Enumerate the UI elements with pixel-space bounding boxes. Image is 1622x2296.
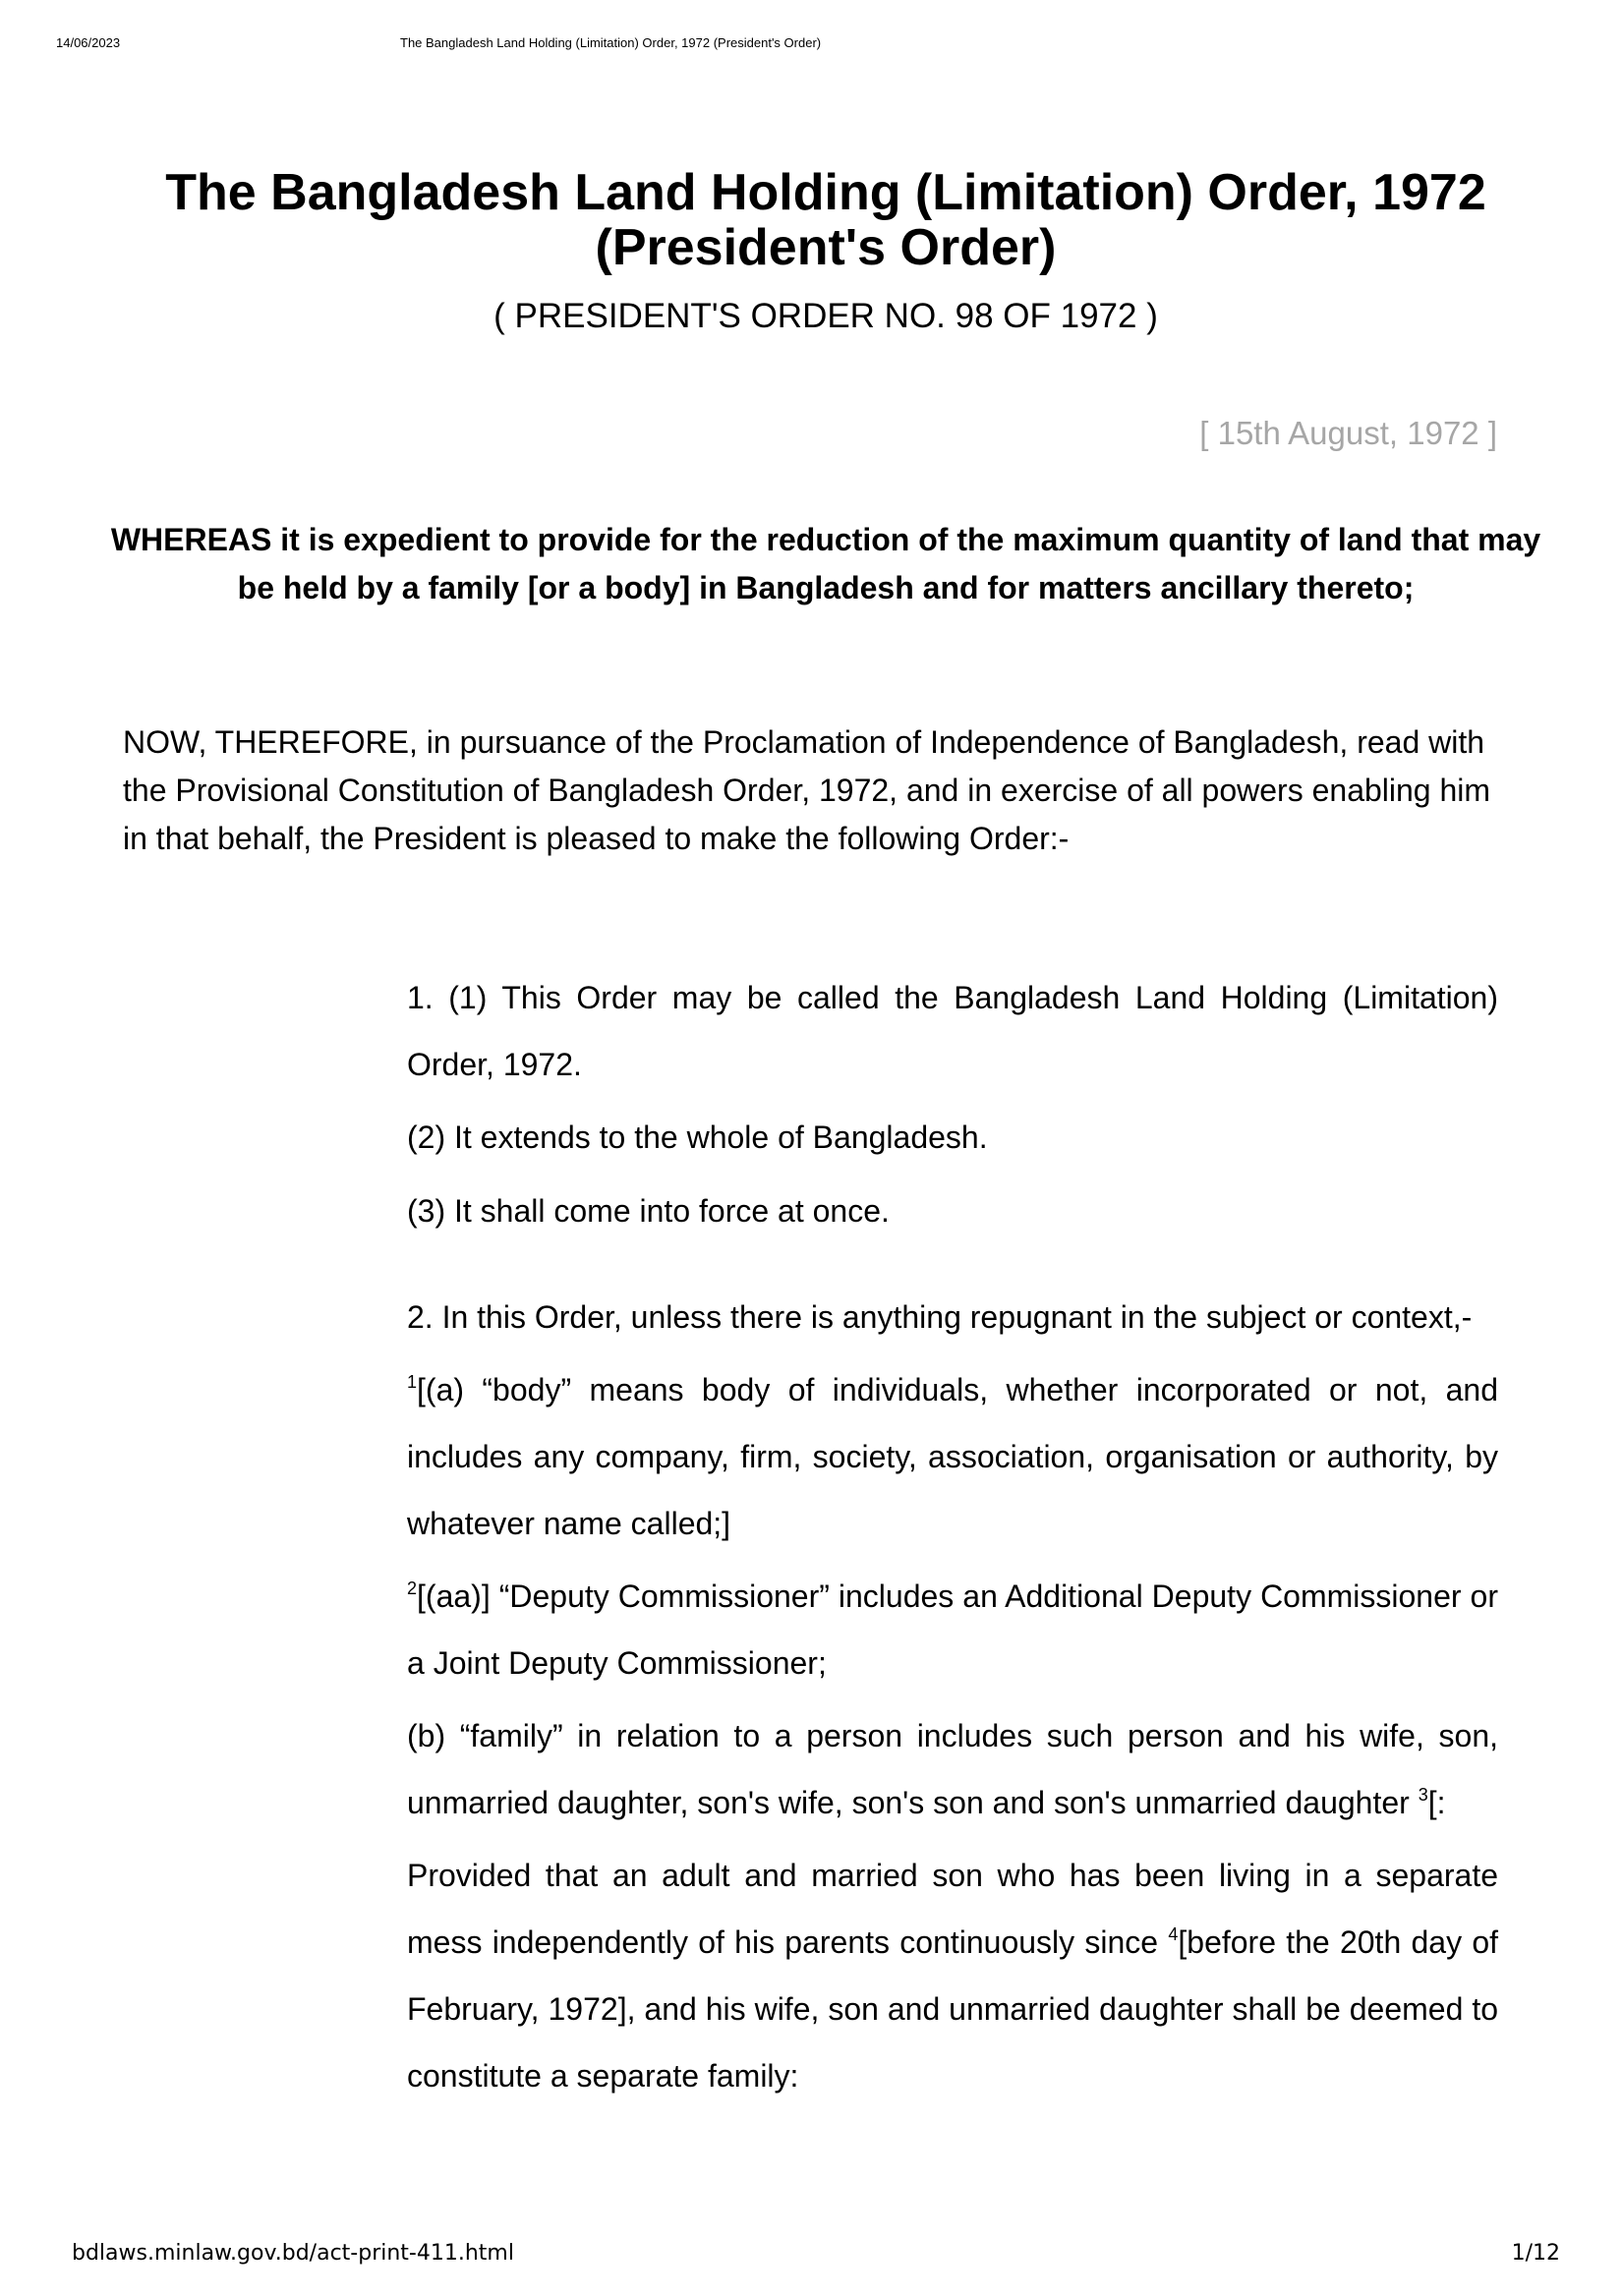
document-title-line-2: (President's Order) xyxy=(595,219,1057,276)
section-1 xyxy=(407,964,1498,1244)
print-header-title: The Bangladesh Land Holding (Limitation) Order, 1972 (President's Order) xyxy=(400,35,822,50)
order-number: ( PRESIDENT'S ORDER NO. 98 OF 1972 ) xyxy=(493,297,1158,335)
family-proviso: Provided that an adult and married son who has been living in a separate mess independently of his parents continuously since $^4$[before the 20th day of February, 1972], and his wife, son and unmarried daughter shall be deemed to constitute a separate family: xyxy=(407,1858,1499,2094)
section-1-subsection-3: (3) It shall come into force at once. xyxy=(407,1193,890,1229)
order-date: [ 15th August, 1972 ] xyxy=(1199,415,1497,451)
definition-body: $^1$[(a) “body” means body of individuals, whether incorporated or not, and includes any company, firm, society, association, organisation or authority, by whatever name called;] xyxy=(407,1372,1498,1541)
document-title xyxy=(98,165,1553,275)
section-2-intro: 2. In this Order, unless there is anything repugnant in the subject or context,- xyxy=(407,1299,1473,1335)
footnote-ref: 3 xyxy=(1418,1785,1428,1805)
section-2 xyxy=(407,1284,1498,2109)
definition-family: (b) “family” in relation to a person includes such person and his wife, son, unmarried daughter, son's wife, son's son and son's unmarried daughter $^3$[: xyxy=(407,1718,1498,1820)
footnote-ref: 1 xyxy=(407,1372,418,1392)
footnote-ref: 2 xyxy=(407,1578,418,1598)
enacting-clause: NOW, THEREFORE, in pursuance of the Proclamation of Independence of Bangladesh, read with the Provisional Constitution of Bangladesh Order, 1972, and in exercise of all powers enabling him in that behalf, the President is pleased to make the following Order:- xyxy=(123,724,1491,856)
print-header-date: 14/06/2023 xyxy=(56,35,121,50)
preamble: WHEREAS it is expedient to provide for the reduction of the maximum quantity of land that may be held by a family [or a body] in Bangladesh and for matters ancillary thereto; xyxy=(110,522,1541,605)
document-title-line-1: The Bangladesh Land Holding (Limitation) Order, 1972 xyxy=(165,164,1486,221)
definition-deputy-commissioner: $^2$[(aa)] “Deputy Commissioner” includes an Additional Deputy Commissioner or a Joint Deputy Commissioner; xyxy=(407,1578,1498,1681)
print-footer-page-number: 1/12 xyxy=(1511,2241,1560,2266)
section-1-subsection-1: 1. (1) This Order may be called the Bangladesh Land Holding (Limitation) Order, 1972. xyxy=(407,980,1498,1082)
section-1-subsection-2: (2) It extends to the whole of Bangladesh. xyxy=(407,1119,988,1155)
print-footer-url: bdlaws.minlaw.gov.bd/act-print-411.html xyxy=(72,2241,514,2266)
footnote-ref: 4 xyxy=(1168,1924,1179,1944)
